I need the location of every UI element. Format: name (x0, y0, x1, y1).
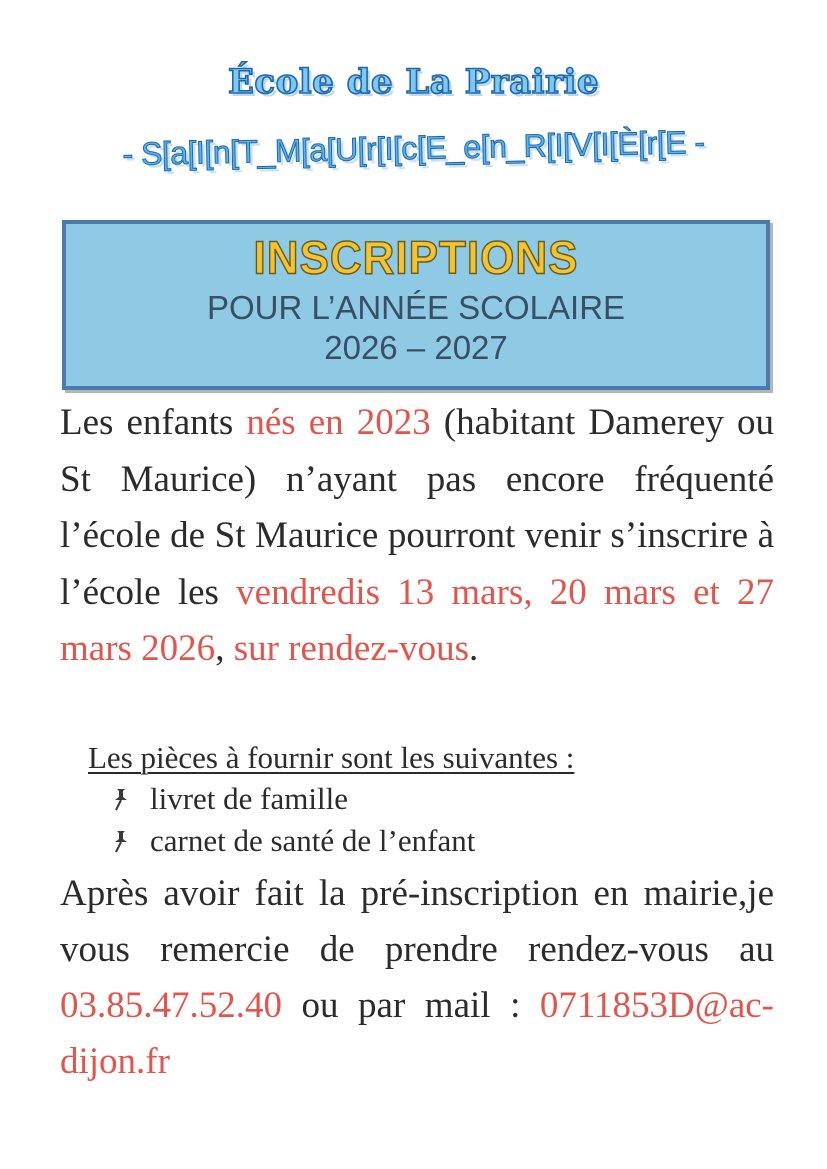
intro-text-1: Les enfants (60, 402, 247, 443)
intro-text-2: (habitant Damerey ou St Maurice) n’ayant pas encore fréquenté l’école de St Maurice pourront venir s’inscrire à l’école les (60, 402, 774, 613)
school-name: École de La Prairie (227, 62, 600, 102)
pushpin-icon (110, 786, 132, 812)
intro-paragraph (60, 395, 774, 678)
inscriptions-banner (62, 220, 770, 390)
intro-period: . (468, 628, 479, 669)
banner-school-year-label: POUR L’ANNÉE SCOLAIRE (206, 289, 626, 326)
document-item-label: carnet de santé de l’enfant (150, 823, 476, 858)
intro-comma: , (215, 628, 234, 669)
pushpin-icon (110, 828, 132, 854)
list-item (110, 778, 574, 820)
banner-title: INSCRIPTIONS (253, 232, 579, 285)
closing-text-1: Après avoir fait la pré-inscription en mairie,je vous remercie de prendre rendez-vous au (60, 873, 774, 970)
documents-list (88, 778, 574, 862)
registration-dates: vendredis 13 mars, 20 mars et 27 mars 2026 (60, 571, 774, 669)
email-address[interactable]: 0711853D@ac-dijon.fr (60, 985, 774, 1082)
closing-text-2: ou par mail : (282, 985, 540, 1026)
birth-year-highlight: nés en 2023 (246, 402, 431, 443)
town-name: - S[a[I[n[T_M[a[U[r[I[c[E_e[n_R[I[V[I[È[r[E - (122, 123, 705, 173)
banner-school-year: 2026 – 2027 (324, 329, 508, 366)
closing-paragraph (60, 866, 774, 1090)
appointment-note: sur rendez-vous (233, 628, 469, 669)
documents-section (88, 738, 574, 862)
documents-heading: Les pièces à fournir sont les suivantes : (88, 740, 575, 775)
list-item (110, 820, 574, 862)
phone-number[interactable]: 03.85.47.52.40 (60, 985, 282, 1026)
document-item-label: livret de famille (150, 781, 348, 816)
